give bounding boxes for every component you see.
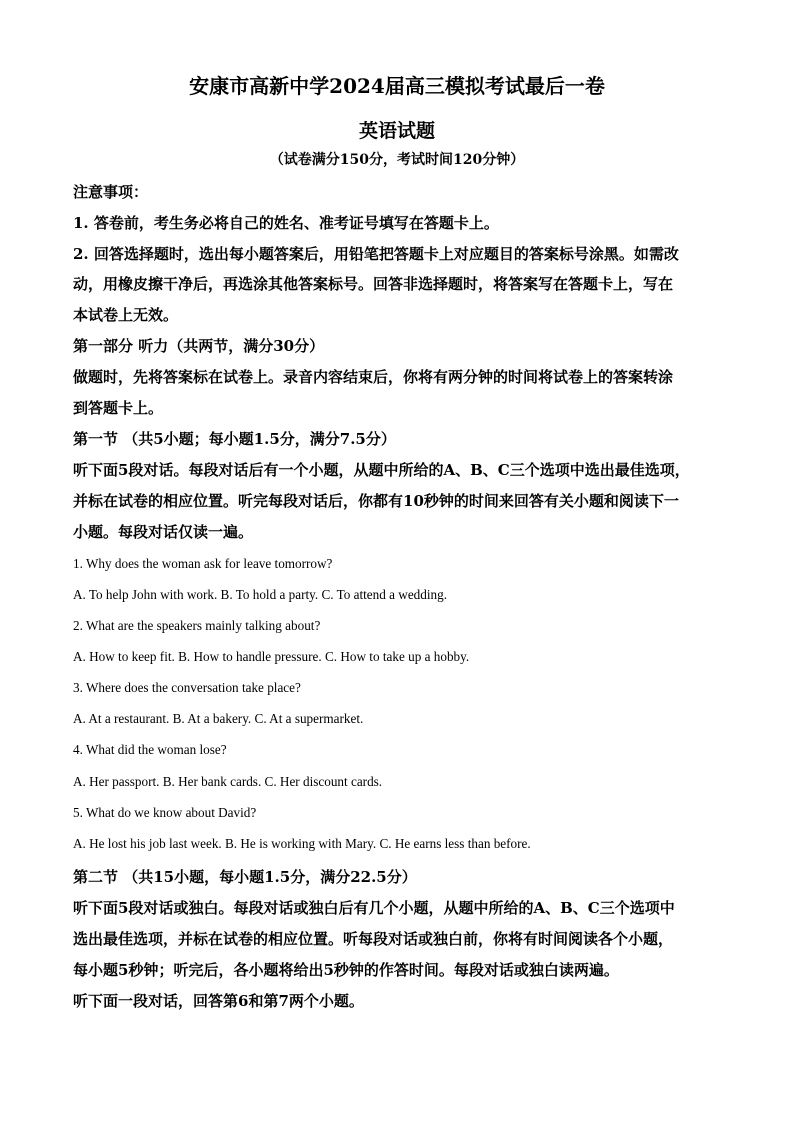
section1-intro-line-1: 听下面5段对话。每段对话后有一个小题，从题中所给的A、B、C三个选项中选出最佳选项，: [73, 461, 690, 479]
question-4-stem: 4. What did the woman lose?: [73, 742, 227, 757]
section1-heading: 第一节 （共5小题；每小题1.5分，满分7.5分）: [73, 430, 396, 448]
section1-intro-line-3: 小题。每段对话仅读一遍。: [73, 523, 254, 541]
notice-item-2-line-1: 2. 回答选择题时，选出每小题答案后，用铅笔把答题卡上对应题目的答案标号涂黑。如需改: [73, 245, 679, 263]
question-1-options: A. To help John with work. B. To hold a party. C. To attend a wedding.: [73, 587, 448, 602]
section1-intro-line-2: 并标在试卷的相应位置。听完每段对话后，你都有10秒钟的时间来回答有关小题和阅读下一: [73, 492, 679, 510]
notice-heading: 注意事项：: [73, 183, 149, 201]
question-4-options: A. Her passport. B. Her bank cards. C. Her discount cards.: [73, 774, 383, 789]
question-3-stem: 3. Where does the conversation take place?: [73, 680, 301, 695]
question-5-options: A. He lost his job last week. B. He is working with Mary. C. He earns less than before.: [73, 836, 531, 851]
section2-intro-line-1: 听下面5段对话或独白。每段对话或独白后有几个小题，从题中所给的A、B、C三个选项中: [73, 899, 675, 917]
section2-intro-line-2: 选出最佳选项，并标在试卷的相应位置。听每段对话或独白前，你将有时间阅读各个小题，: [73, 930, 674, 948]
question-5-stem: 5. What do we know about David?: [73, 805, 257, 820]
question-2-options: A. How to keep fit. B. How to handle pressure. C. How to take up a hobby.: [73, 649, 470, 664]
exam-title: 安康市高新中学2024届高三模拟考试最后一卷: [189, 74, 605, 98]
part1-intro-line-2: 到答题卡上。: [73, 399, 164, 417]
part1-intro-line-1: 做题时，先将答案标在试卷上。录音内容结束后，你将有两分钟的时间将试卷上的答案转涂: [73, 368, 674, 386]
notice-item-1: 1. 答卷前，考生务必将自己的姓名、准考证号填写在答题卡上。: [73, 214, 499, 232]
section2-intro-line-3: 每小题5秒钟；听完后，各小题将给出5秒钟的作答时间。每段对话或独白读两遍。: [73, 961, 619, 979]
part1-heading: 第一部分 听力（共两节，满分30分）: [73, 337, 325, 355]
exam-info: （试卷满分150分，考试时间120分钟）: [269, 152, 525, 168]
exam-subject: 英语试题: [358, 120, 435, 142]
section2-instruction: 听下面一段对话，回答第6和第7两个小题。: [73, 992, 364, 1010]
question-2-stem: 2. What are the speakers mainly talking about?: [73, 618, 321, 633]
notice-item-2-line-3: 本试卷上无效。: [73, 306, 179, 324]
question-1-stem: 1. Why does the woman ask for leave tomorrow?: [73, 556, 333, 571]
notice-item-2-line-2: 动，用橡皮擦干净后，再选涂其他答案标号。回答非选择题时，将答案写在答题卡上，写在: [73, 275, 674, 293]
section2-heading: 第二节 （共15小题，每小题1.5分，满分22.5分）: [73, 868, 417, 886]
question-3-options: A. At a restaurant. B. At a bakery. C. At a supermarket.: [73, 711, 364, 726]
